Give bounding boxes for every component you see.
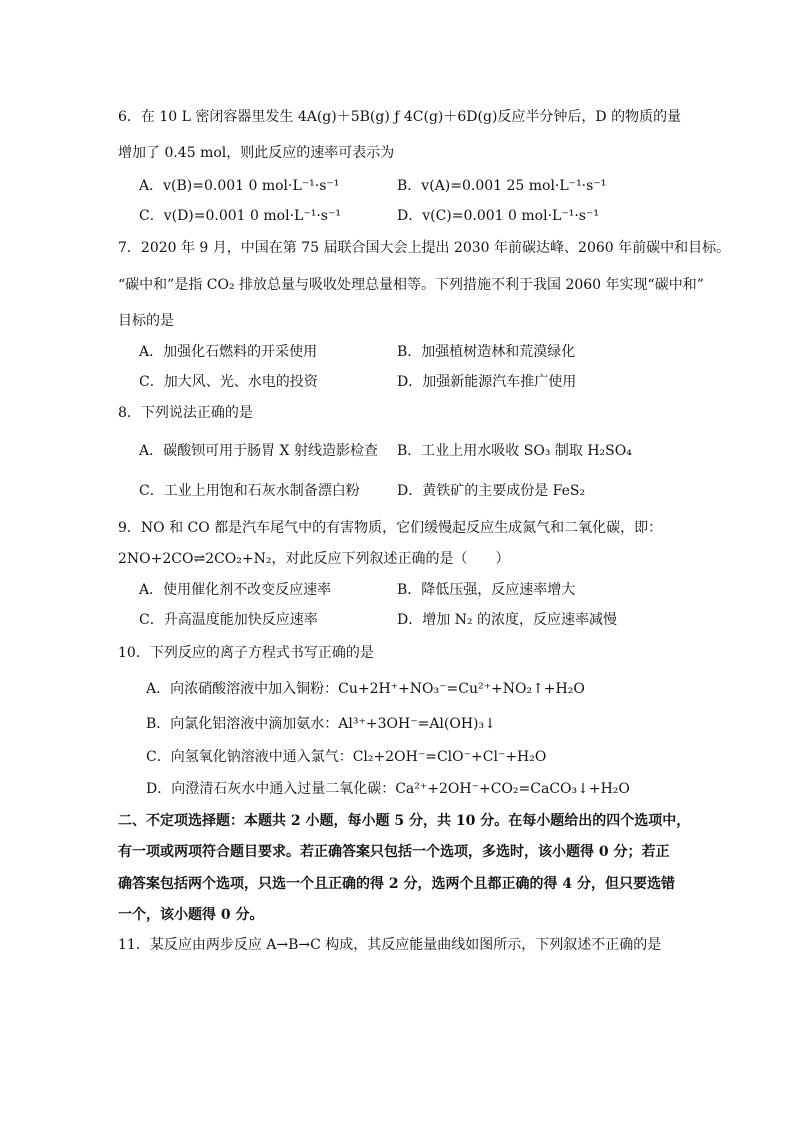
q7-option-c: C．加大风、光、水电的投资 xyxy=(139,374,318,390)
q10-option-a: A．向浓硝酸溶液中加入铜粉：Cu+2H⁺+NO₃⁻=Cu²⁺+NO₂↑+H₂O xyxy=(146,681,585,697)
q8-option-a: A．碳酸钡可用于肠胃 X 射线造影检查 xyxy=(139,443,378,459)
q9-stem-line2: 2NO+2CO⇌2CO₂+N₂，对此反应下列叙述正确的是（ ） xyxy=(118,551,510,567)
q10-option-b: B．向氯化铝溶液中滴加氨水：Al³⁺+3OH⁻=Al(OH)₃↓ xyxy=(146,716,496,732)
q10-stem: 10．下列反应的离子方程式书写正确的是 xyxy=(118,645,374,661)
q9-option-c: C．升高温度能加快反应速率 xyxy=(139,612,318,628)
q8-stem: 8．下列说法正确的是 xyxy=(118,405,253,421)
q6-option-d: D．v(C)=0.001 0 mol·L⁻¹·s⁻¹ xyxy=(397,208,599,224)
q6-stem-line1: 6．在 10 L 密闭容器里发生 4A(g)＋5B(g) ƒ 4C(g)＋6D(g)反应半分钟后，D 的物质的量 xyxy=(118,109,682,125)
q9-option-a: A．使用催化剂不改变反应速率 xyxy=(139,582,332,598)
q8-option-c: C．工业上用饱和石灰水制备漂白粉 xyxy=(139,483,360,499)
q7-stem-line3: 目标的是 xyxy=(118,313,174,329)
q10-option-c: C．向氢氧化钠溶液中通入氯气：Cl₂+2OH⁻=ClO⁻+Cl⁻+H₂O xyxy=(146,749,547,765)
q7-stem-line2: “碳中和”是指 CO₂ 排放总量与吸收处理总量相等。下列措施不利于我国 2060 年实现“碳中和” xyxy=(118,277,704,293)
q6-stem-line2: 增加了 0.45 mol，则此反应的速率可表示为 xyxy=(118,145,395,161)
q7-option-b: B．加强植树造林和荒漠绿化 xyxy=(397,344,576,360)
q9-stem-line1: 9．NO 和 CO 都是汽车尾气中的有害物质，它们缓慢起反应生成氮气和二氧化碳，即： xyxy=(118,520,663,536)
section2-line2: 有一项或两项符合题目要求。若正确答案只包括一个选项，多选时，该小题得 0 分；若正 xyxy=(118,844,670,860)
q6-option-a: A．v(B)=0.001 0 mol·L⁻¹·s⁻¹ xyxy=(139,178,340,194)
q10-option-d: D．向澄清石灰水中通入过量二氧化碳：Ca²⁺+2OH⁻+CO₂=CaCO₃↓+H₂O xyxy=(146,781,630,797)
q8-option-b: B．工业上用水吸收 SO₃ 制取 H₂SO₄ xyxy=(397,443,632,459)
q7-option-d: D．加强新能源汽车推广使用 xyxy=(397,374,577,390)
q6-option-c: C．v(D)=0.001 0 mol·L⁻¹·s⁻¹ xyxy=(139,208,341,224)
q9-option-b: B．降低压强，反应速率增大 xyxy=(397,582,576,598)
q9-option-d: D．增加 N₂ 的浓度，反应速率减慢 xyxy=(397,612,617,628)
q7-stem-line1: 7．2020 年 9 月，中国在第 75 届联合国大会上提出 2030 年前碳达峰、2060 年前碳中和目标。 xyxy=(118,240,731,256)
section2-line1: 二、不定项选择题：本题共 2 小题，每小题 5 分，共 10 分。在每小题给出的四个选项中， xyxy=(118,813,691,829)
q7-option-a: A．加强化石燃料的开采使用 xyxy=(139,344,318,360)
q6-option-b: B．v(A)=0.001 25 mol·L⁻¹·s⁻¹ xyxy=(397,178,607,194)
section2-line4: 一个，该小题得 0 分。 xyxy=(118,907,264,923)
q8-option-d: D．黄铁矿的主要成份是 FeS₂ xyxy=(397,483,586,499)
q11-stem: 11．某反应由两步反应 A→B→C 构成，其反应能量曲线如图所示，下列叙述不正确的是 xyxy=(118,937,662,953)
section2-line3: 确答案包括两个选项，只选一个且正确的得 2 分，选两个且都正确的得 4 分，但只要选错 xyxy=(118,876,675,892)
